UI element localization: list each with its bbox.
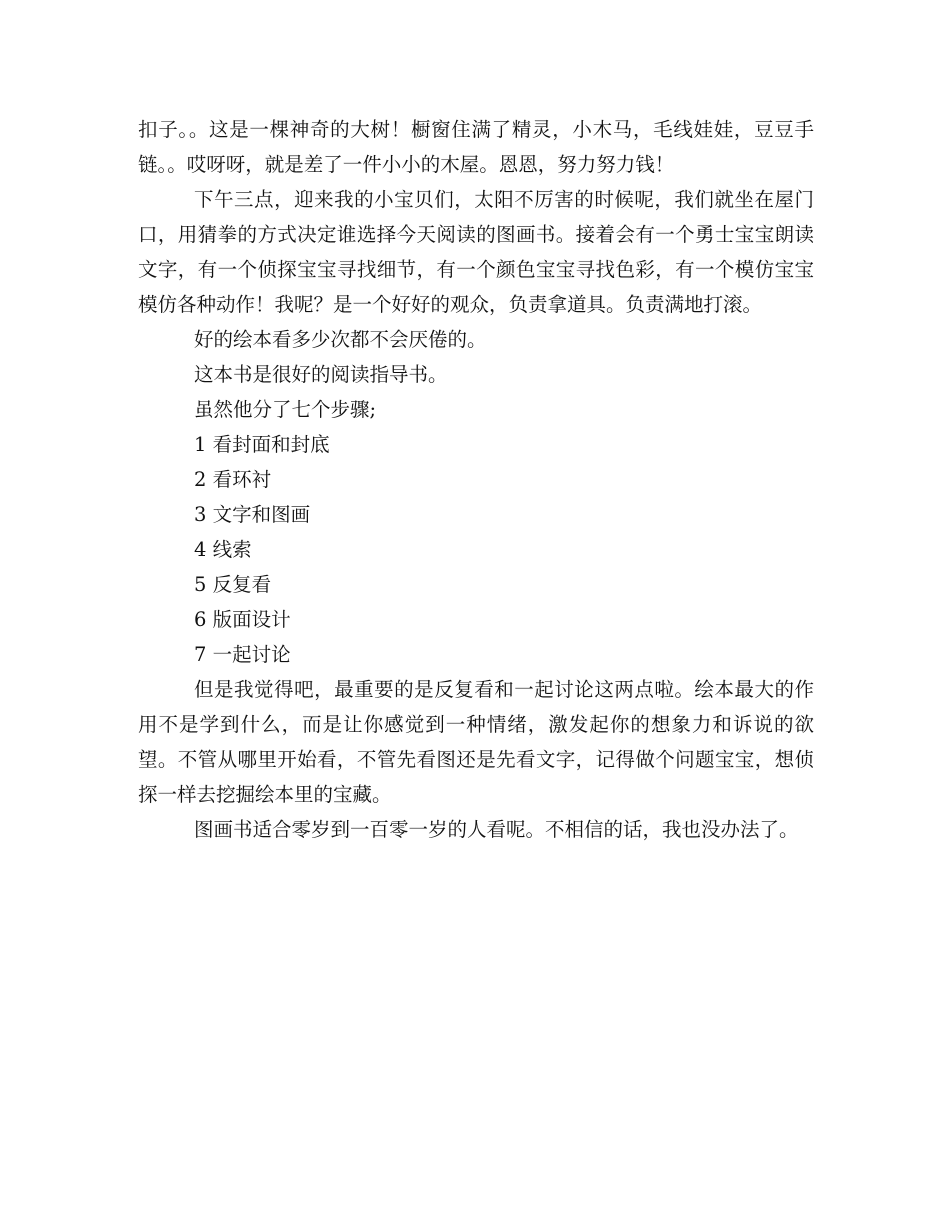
- paragraph-afternoon-reading: 下午三点，迎来我的小宝贝们，太阳不厉害的时候呢，我们就坐在屋门口，用猜拳的方式决定谁选择今天阅读的图画书。接着会有一个勇士宝宝朗读文字，有一个侦探宝宝寻找细节，有一个颜色宝宝寻找色彩，有一个模仿宝宝模仿各种动作！我呢？是一个好好的观众，负责拿道具。负责满地打滚。: [138, 188, 814, 316]
- paragraph-seven-steps-intro: 虽然他分了七个步骤;: [194, 398, 377, 421]
- list-item-step-3: 3 文字和图画: [194, 503, 311, 526]
- list-item-step-4: 4 线索: [194, 538, 252, 561]
- paragraph-most-important: 但是我觉得吧，最重要的是反复看和一起讨论这两点啦。绘本最大的作用不是学到什么，而是让你感觉到一种情绪，激发起你的想象力和诉说的欲望。不管从哪里开始看，不管先看图还是先看文字，记得做个问题宝宝，想侦探一样去挖掘绘本里的宝藏。: [138, 678, 814, 806]
- list-item-step-2: 2 看环衬: [194, 468, 272, 491]
- paragraph-all-ages: 图画书适合零岁到一百零一岁的人看呢。不相信的话，我也没办法了。: [194, 818, 799, 841]
- paragraph-guide-book: 这本书是很好的阅读指导书。: [194, 363, 448, 386]
- list-item-step-7: 7 一起讨论: [194, 643, 291, 666]
- list-item-step-6: 6 版面设计: [194, 608, 291, 631]
- document-body: [138, 112, 814, 847]
- paragraph-continuation: 扣子。。这是一棵神奇的大树！橱窗住满了精灵，小木马，毛线娃娃，豆豆手链。。哎呀呀，就是差了一件小小的木屋。恩恩，努力努力钱！: [138, 118, 814, 176]
- paragraph-good-picture-books: 好的绘本看多少次都不会厌倦的。: [194, 328, 487, 351]
- list-item-step-5: 5 反复看: [194, 573, 272, 596]
- list-item-step-1: 1 看封面和封底: [194, 433, 330, 456]
